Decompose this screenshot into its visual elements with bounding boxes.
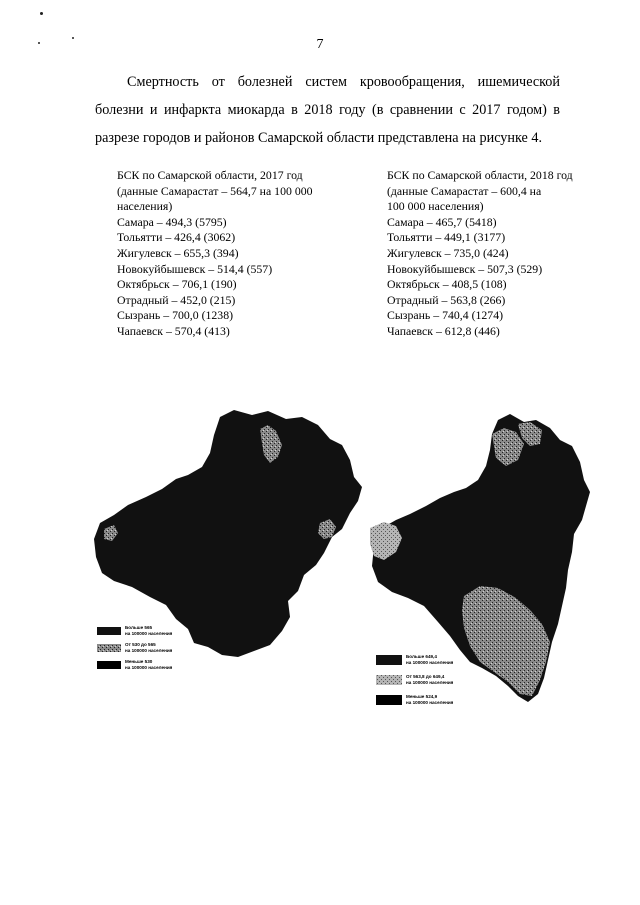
legend-swatch-black (97, 661, 121, 669)
scan-speck (40, 12, 43, 15)
stats-2018-zhigulevsk: Жигулевск – 735,0 (424) (387, 245, 509, 260)
stats-2017-tolyatti: Тольятти – 426,4 (3062) (117, 230, 236, 245)
stats-2017-samara: Самара – 494,3 (5795) (117, 214, 227, 229)
legend-2017-label-3: Меньше 530 (125, 659, 153, 664)
legend-swatch-black (376, 695, 402, 705)
stats-2017-zhigulevsk: Жигулевск – 655,3 (394) (117, 245, 239, 260)
stats-2017-title: БСК по Самарской области, 2017 год (117, 168, 303, 182)
legend-2017-sublabel-2: на 100000 населения (125, 648, 173, 653)
legend-2017-label-1: Больше 565 (125, 625, 153, 630)
stats-2017-otradny: Отрадный – 452,0 (215) (117, 292, 236, 307)
legend-2017-sublabel-3: на 100000 населения (125, 665, 173, 670)
stats-2017-syzran: Сызрань – 700,0 (1238) (117, 308, 234, 323)
legend-swatch-gray (97, 644, 121, 652)
stats-2018-tolyatti: Тольятти – 449,1 (3177) (387, 230, 506, 245)
map-2017 (92, 405, 366, 680)
legend-swatch-dark (376, 655, 402, 665)
stats-2018-otradny: Отрадный – 563,8 (266) (387, 292, 506, 307)
stats-2018-syzran: Сызрань – 740,4 (1274) (387, 308, 504, 323)
stats-2017-oktyabrsk: Октябрьск – 706,1 (190) (117, 277, 237, 292)
legend-2017-label-2: От 530 до 565 (125, 642, 156, 647)
legend-2018-sublabel-1: на 100000 населения (406, 660, 454, 665)
page-number: 7 (316, 37, 324, 52)
legend-2018-label-1: Больше 649,4 (406, 654, 437, 659)
stats-2017-chapaevsk: Чапаевск – 570,4 (413) (117, 323, 230, 338)
stats-2017 (117, 168, 313, 340)
stats-2018-samara: Самара – 465,7 (5418) (387, 214, 497, 229)
map-2018 (368, 410, 613, 710)
legend-2018-label-3: Меньше 524,9 (406, 694, 438, 699)
stats-2018-oktyabrsk: Октябрьск – 408,5 (108) (387, 277, 507, 292)
legend-swatch-gray (376, 675, 402, 685)
stats-2018 (387, 168, 573, 340)
legend-swatch-dark (97, 627, 121, 635)
stats-2018-chapaevsk: Чапаевск – 612,8 (446) (387, 323, 500, 338)
stats-2017-source: (данные Самарастат – 564,7 на 100 000 (117, 183, 313, 198)
stats-2018-source-cont: 100 000 населения) (387, 199, 484, 214)
legend-2017-sublabel-1: на 100000 населения (125, 631, 173, 636)
stats-2017-source-cont: населения) (117, 199, 173, 214)
legend-2018-sublabel-3: на 100000 населения (406, 700, 454, 705)
legend-2018-sublabel-2: на 100000 населения (406, 680, 454, 685)
stats-2018-novokuybyshevsk: Новокуйбышевск – 507,3 (529) (387, 261, 543, 276)
legend-2018-label-2: От 563,8 до 649,4 (406, 674, 445, 679)
stats-2018-source: (данные Самарастат – 600,4 на (387, 183, 542, 198)
stats-2018-title: БСК по Самарской области, 2018 год (387, 168, 573, 182)
stats-2017-novokuybyshevsk: Новокуйбышевск – 514,4 (557) (117, 261, 273, 276)
intro-paragraph: Смертность от болезней систем кровообращения, ишемической болезни и инфаркта миокарда в 2018 году (в сравнении с 2017 годом) в разрезе городов и районов Самарской области представлена на рисунке 4. (95, 74, 560, 146)
